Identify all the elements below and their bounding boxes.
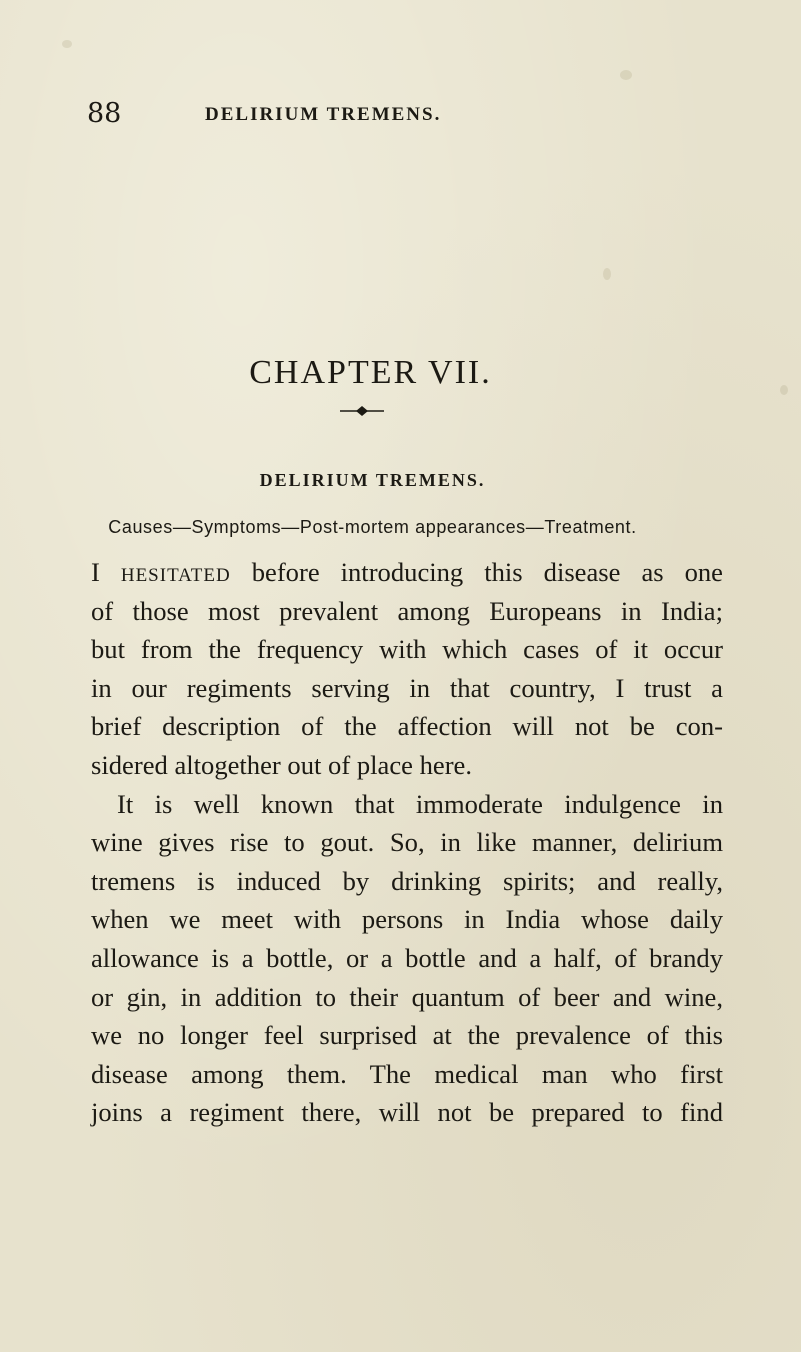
paragraph-1-line: brief description of the affection will not be con- [91,711,723,742]
line-text: It is well known that immoderate indulgence in [117,788,723,819]
paragraph-2-line: when we meet with persons in India whose daily [91,904,723,935]
running-title: DELIRIUM TREMENS. [205,104,442,125]
paragraph-2-line: tremens is induced by drinking spirits; and really, [91,865,723,896]
paragraph-2-line: wine gives rise to gout. So, in like manner, delirium [91,827,723,858]
paragraph-1-line: of those most prevalent among Europeans in India; [91,595,723,626]
paragraph-2 [91,785,723,1132]
paragraph-1-line: sidered altogether out of place here. [91,749,472,780]
ornament-divider-icon [340,404,384,418]
chapter-synopsis: Causes—Symptoms—Post-mortem appearances—Treatment. [108,517,637,537]
paragraph-2-line [91,785,723,824]
page-number: 88 [87,98,122,129]
paragraph-1-line [91,553,723,592]
line-text: before introducing this disease as one [230,557,723,587]
paragraph-1-line: in our regiments serving in that country, I trust a [91,672,723,703]
paragraph-2-line: or gin, in addition to their quantum of beer and wine, [91,981,723,1012]
smallcaps-word: hesitated [120,557,231,587]
drop-word: I [91,557,100,587]
paragraph-2-line: disease among them. The medical man who first [91,1058,723,1089]
chapter-title: CHAPTER VII. [249,354,492,391]
paper-stain [780,385,788,395]
running-head [0,98,801,138]
paper-stain [620,70,632,80]
paragraph-2-line: joins a regiment there, will not be prepared to find [91,1097,723,1128]
paragraph-2-line: allowance is a bottle, or a bottle and a half, of brandy [91,942,723,973]
section-title: DELIRIUM TREMENS. [259,470,486,490]
paragraph-1-line: but from the frequency with which cases of it occur [91,634,723,665]
paper-stain [62,40,72,48]
paper-stain [603,268,611,280]
paragraph-2-line: we no longer feel surprised at the prevalence of this [91,1020,723,1051]
paragraph-1 [91,553,723,785]
body-text [91,553,723,1132]
